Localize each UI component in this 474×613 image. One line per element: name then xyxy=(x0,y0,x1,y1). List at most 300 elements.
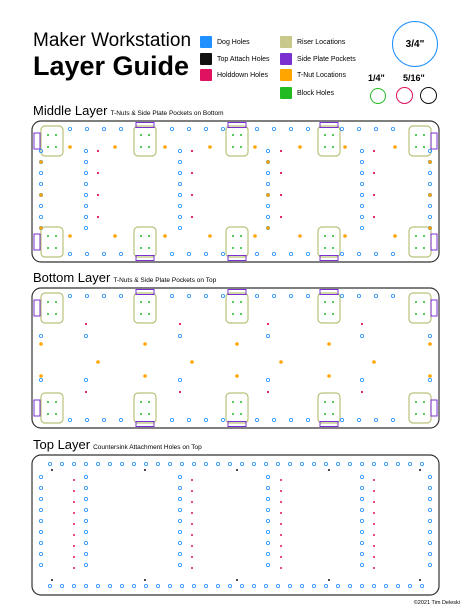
block-hole xyxy=(324,401,326,403)
top-layer-dog-hole xyxy=(156,584,159,587)
block-hole xyxy=(148,413,150,415)
bottom-layer-tnut xyxy=(428,374,432,378)
top-layer-dog-hole xyxy=(360,486,363,489)
block-hole xyxy=(47,146,49,148)
top-layer-holddown-hole xyxy=(191,479,193,481)
block-hole xyxy=(55,247,57,249)
top-layer-dog-hole xyxy=(360,462,363,465)
bottom-layer-dog-hole xyxy=(357,418,360,421)
bottom-layer-dog-hole xyxy=(102,418,105,421)
top-layer-dog-hole xyxy=(132,462,135,465)
top-layer-dog-hole xyxy=(84,475,87,478)
bottom-layer-holddown-hole xyxy=(85,323,87,325)
middle-layer-riser xyxy=(41,227,63,257)
top-layer-dog-hole xyxy=(228,584,231,587)
top-layer-holddown-hole xyxy=(191,556,193,558)
top-layer-dog-hole xyxy=(360,584,363,587)
top-layer-dog-hole xyxy=(84,486,87,489)
bottom-layer-tnut xyxy=(39,342,43,346)
top-layer-holddown-hole xyxy=(373,512,375,514)
bottom-layer-dog-hole xyxy=(374,418,377,421)
bottom-layer-riser xyxy=(226,293,248,323)
top-layer-dog-hole xyxy=(266,475,269,478)
top-layer-dog-hole xyxy=(384,584,387,587)
block-hole xyxy=(332,413,334,415)
top-layer-dog-hole xyxy=(360,475,363,478)
middle-layer-dog-hole xyxy=(178,226,181,229)
top-layer-dog-hole xyxy=(178,563,181,566)
bottom-layer-riser xyxy=(134,293,156,323)
middle-layer-dog-hole xyxy=(306,127,309,130)
top-layer-dog-hole xyxy=(132,584,135,587)
top-layer-dog-hole xyxy=(428,552,431,555)
middle-layer-dog-hole xyxy=(357,127,360,130)
top-layer-dog-hole xyxy=(120,584,123,587)
middle-layer-side-plate xyxy=(320,123,338,128)
middle-layer-outline xyxy=(32,121,439,262)
top-layer-dog-hole xyxy=(84,584,87,587)
copyright: ©2021 Tim Deleski xyxy=(413,600,460,606)
top-layer-dog-hole xyxy=(360,541,363,544)
block-hole xyxy=(324,313,326,315)
top-layer-dog-hole xyxy=(312,462,315,465)
block-hole xyxy=(47,235,49,237)
bottom-layer-dog-hole xyxy=(170,294,173,297)
top-layer-subtitle: Countersink Attachment Holes on Top xyxy=(93,444,202,451)
middle-layer-tnut xyxy=(68,145,72,149)
middle-layer-dog-hole xyxy=(170,127,173,130)
bottom-layer-dog-hole xyxy=(187,418,190,421)
bottom-layer-dog-hole xyxy=(391,294,394,297)
bottom-layer-holddown-hole xyxy=(361,323,363,325)
middle-layer-tnut xyxy=(68,234,72,238)
bottom-layer-tnut xyxy=(39,374,43,378)
middle-layer-dog-hole xyxy=(85,252,88,255)
top-layer-dog-hole xyxy=(39,475,42,478)
top-layer-holddown-hole xyxy=(280,534,282,536)
bottom-layer-dog-hole xyxy=(178,378,181,381)
top-layer-dog-hole xyxy=(428,530,431,533)
top-layer-dog-hole xyxy=(84,519,87,522)
middle-layer-holddown-hole xyxy=(373,172,375,174)
middle-layer-dog-hole xyxy=(178,160,181,163)
block-hole xyxy=(47,134,49,136)
block-hole xyxy=(415,301,417,303)
block-hole xyxy=(324,301,326,303)
middle-layer-dog-hole xyxy=(39,215,42,218)
top-layer-dog-hole xyxy=(252,462,255,465)
top-layer-dog-hole xyxy=(178,486,181,489)
top-layer-dog-hole xyxy=(360,508,363,511)
top-layer-dog-hole xyxy=(39,552,42,555)
bottom-layer-dog-hole xyxy=(85,294,88,297)
block-hole xyxy=(148,235,150,237)
block-hole xyxy=(423,313,425,315)
middle-layer-side-plate xyxy=(136,123,154,128)
top-layer-holddown-hole xyxy=(73,479,75,481)
middle-layer-dog-hole xyxy=(178,171,181,174)
bottom-layer-tnut xyxy=(327,342,331,346)
top-layer-dog-hole xyxy=(39,563,42,566)
top-layer-dog-hole xyxy=(288,584,291,587)
top-layer-holddown-hole xyxy=(73,523,75,525)
middle-layer-dog-hole xyxy=(266,182,269,185)
middle-layer-dog-hole xyxy=(85,127,88,130)
block-hole xyxy=(332,146,334,148)
block-hole xyxy=(423,235,425,237)
middle-layer-dog-hole xyxy=(360,204,363,207)
block-hole xyxy=(47,247,49,249)
bottom-layer-dog-hole xyxy=(178,334,181,337)
top-layer-dog-hole xyxy=(84,508,87,511)
block-hole xyxy=(232,146,234,148)
middle-layer-tnut xyxy=(266,193,270,197)
bottom-layer-dog-hole xyxy=(39,378,42,381)
top-layer-dog-hole xyxy=(180,462,183,465)
middle-layer-tnut xyxy=(208,234,212,238)
block-hole xyxy=(423,401,425,403)
top-layer-holddown-hole xyxy=(280,545,282,547)
top-layer-holddown-hole xyxy=(280,501,282,503)
middle-layer-dog-hole xyxy=(272,127,275,130)
legend-label: Riser Locations xyxy=(297,38,346,46)
middle-layer-tnut xyxy=(428,226,432,230)
middle-layer-tnut xyxy=(163,234,167,238)
middle-layer-tnut xyxy=(298,234,302,238)
middle-layer-dog-hole xyxy=(119,127,122,130)
block-hole xyxy=(55,146,57,148)
top-layer-dog-hole xyxy=(348,462,351,465)
middle-layer-tnut xyxy=(343,234,347,238)
title-line-2: Layer Guide xyxy=(33,51,190,81)
middle-layer-dog-hole xyxy=(360,160,363,163)
top-layer-dog-hole xyxy=(266,552,269,555)
middle-layer-dog-hole xyxy=(204,127,207,130)
bottom-layer-side-plate xyxy=(136,290,154,295)
top-layer-attach-hole xyxy=(51,469,53,471)
middle-layer-holddown-hole xyxy=(373,216,375,218)
top-layer-holddown-hole xyxy=(73,545,75,547)
middle-layer-dog-hole xyxy=(374,127,377,130)
block-hole xyxy=(232,301,234,303)
top-layer-dog-hole xyxy=(84,462,87,465)
bottom-layer-dog-hole xyxy=(102,294,105,297)
block-hole xyxy=(140,301,142,303)
middle-layer-dog-hole xyxy=(391,127,394,130)
top-layer-dog-hole xyxy=(84,497,87,500)
middle-layer-side-plate xyxy=(431,133,437,149)
top-layer-dog-hole xyxy=(192,584,195,587)
top-layer-dog-hole xyxy=(144,462,147,465)
top-layer-dog-hole xyxy=(420,584,423,587)
top-layer-dog-hole xyxy=(144,584,147,587)
top-layer-dog-hole xyxy=(72,462,75,465)
top-layer-dog-hole xyxy=(228,462,231,465)
bottom-layer-side-plate xyxy=(34,300,40,316)
middle-layer-dog-hole xyxy=(39,204,42,207)
top-layer-holddown-hole xyxy=(191,490,193,492)
middle-layer-dog-hole xyxy=(289,252,292,255)
middle-layer-holddown-hole xyxy=(191,194,193,196)
block-hole xyxy=(232,134,234,136)
middle-layer-dog-hole xyxy=(391,252,394,255)
top-layer-dog-hole xyxy=(428,519,431,522)
top-layer-attach-hole xyxy=(236,579,238,581)
bottom-layer-tnut xyxy=(143,342,147,346)
top-layer-dog-hole xyxy=(84,563,87,566)
block-hole xyxy=(423,301,425,303)
bottom-layer-side-plate xyxy=(34,400,40,416)
top-layer-holddown-hole xyxy=(191,501,193,503)
size-label-quarter: 1/4" xyxy=(368,73,385,83)
top-layer-holddown-hole xyxy=(191,512,193,514)
top-layer-holddown-hole xyxy=(373,545,375,547)
top-layer-dog-hole xyxy=(276,584,279,587)
block-hole xyxy=(47,301,49,303)
bottom-layer-tnut xyxy=(428,342,432,346)
bottom-layer-tnut xyxy=(96,360,100,364)
bottom-layer-riser xyxy=(409,393,431,423)
top-layer-dog-hole xyxy=(178,552,181,555)
block-hole xyxy=(415,146,417,148)
block-hole xyxy=(240,413,242,415)
top-layer-dog-hole xyxy=(180,584,183,587)
bottom-layer-dog-hole xyxy=(357,294,360,297)
block-hole xyxy=(140,413,142,415)
top-layer-dog-hole xyxy=(372,462,375,465)
top-layer-dog-hole xyxy=(428,541,431,544)
middle-layer-holddown-hole xyxy=(280,150,282,152)
bottom-layer-riser xyxy=(41,293,63,323)
middle-layer-tnut xyxy=(39,193,43,197)
top-layer-dog-hole xyxy=(84,552,87,555)
middle-layer-dog-hole xyxy=(68,127,71,130)
top-layer-holddown-hole xyxy=(373,534,375,536)
top-layer-dog-hole xyxy=(39,541,42,544)
top-layer-dog-hole xyxy=(384,462,387,465)
block-hole xyxy=(324,413,326,415)
middle-layer-dog-hole xyxy=(289,127,292,130)
middle-layer-riser xyxy=(41,126,63,156)
top-layer-dog-hole xyxy=(266,563,269,566)
middle-layer-tnut xyxy=(393,234,397,238)
top-layer-holddown-hole xyxy=(373,490,375,492)
top-layer-dog-hole xyxy=(84,541,87,544)
middle-layer-riser xyxy=(318,126,340,156)
bottom-layer-dog-hole xyxy=(360,334,363,337)
top-layer-attach-hole xyxy=(328,469,330,471)
middle-layer-title: Middle Layer xyxy=(33,103,108,118)
top-layer-dog-hole xyxy=(240,584,243,587)
top-layer-dog-hole xyxy=(120,462,123,465)
top-layer-dog-hole xyxy=(360,563,363,566)
top-layer-dog-hole xyxy=(428,508,431,511)
block-hole xyxy=(55,401,57,403)
top-layer-dog-hole xyxy=(178,508,181,511)
middle-layer-tnut xyxy=(163,145,167,149)
block-hole xyxy=(332,401,334,403)
middle-layer-dog-hole xyxy=(221,252,224,255)
top-layer-dog-hole xyxy=(360,530,363,533)
top-layer-dog-hole xyxy=(39,508,42,511)
bottom-layer-dog-hole xyxy=(306,294,309,297)
middle-layer-dog-hole xyxy=(84,193,87,196)
block-hole xyxy=(148,134,150,136)
legend-label: Holddown Holes xyxy=(217,71,268,79)
block-hole xyxy=(423,413,425,415)
middle-layer-dog-hole xyxy=(428,215,431,218)
middle-layer-dog-hole xyxy=(357,252,360,255)
top-layer-dog-hole xyxy=(428,563,431,566)
top-layer-dog-hole xyxy=(336,462,339,465)
top-layer-dog-hole xyxy=(312,584,315,587)
block-hole xyxy=(240,301,242,303)
middle-layer-tnut xyxy=(113,145,117,149)
middle-layer-tnut xyxy=(266,160,270,164)
top-layer-dog-hole xyxy=(266,508,269,511)
block-hole xyxy=(415,413,417,415)
bottom-layer-side-plate xyxy=(228,290,246,295)
top-layer-dog-hole xyxy=(266,541,269,544)
bottom-layer-side-plate xyxy=(136,422,154,427)
middle-layer-dog-hole xyxy=(266,171,269,174)
block-hole xyxy=(140,401,142,403)
top-layer-dog-hole xyxy=(192,462,195,465)
block-hole xyxy=(415,235,417,237)
block-hole xyxy=(232,413,234,415)
middle-layer-dog-hole xyxy=(266,204,269,207)
middle-layer-dog-hole xyxy=(428,171,431,174)
top-layer-attach-hole xyxy=(419,469,421,471)
top-layer-dog-hole xyxy=(252,584,255,587)
top-layer-holddown-hole xyxy=(373,479,375,481)
top-layer-dog-hole xyxy=(276,462,279,465)
top-layer-title: Top Layer xyxy=(33,437,91,452)
middle-layer-holddown-hole xyxy=(191,216,193,218)
top-layer-dog-hole xyxy=(264,584,267,587)
block-hole xyxy=(47,401,49,403)
top-layer-dog-hole xyxy=(72,584,75,587)
bottom-layer-side-plate xyxy=(320,290,338,295)
size-label-five-sixteenth: 5/16" xyxy=(403,73,425,83)
top-layer-dog-hole xyxy=(288,462,291,465)
block-hole xyxy=(140,247,142,249)
top-layer-dog-hole xyxy=(178,530,181,533)
bottom-layer-dog-hole xyxy=(428,334,431,337)
top-layer-attach-hole xyxy=(236,469,238,471)
middle-layer-dog-hole xyxy=(360,193,363,196)
top-layer-holddown-hole xyxy=(373,567,375,569)
middle-layer-holddown-hole xyxy=(280,194,282,196)
middle-layer-tnut xyxy=(208,145,212,149)
top-layer-dog-hole xyxy=(240,462,243,465)
top-layer-dog-hole xyxy=(428,497,431,500)
middle-layer-dog-hole xyxy=(178,215,181,218)
bottom-layer-dog-hole xyxy=(255,418,258,421)
top-layer-dog-hole xyxy=(428,475,431,478)
middle-layer-dog-hole xyxy=(39,171,42,174)
top-layer-dog-hole xyxy=(266,497,269,500)
block-hole xyxy=(232,313,234,315)
bottom-layer-holddown-hole xyxy=(85,391,87,393)
block-hole xyxy=(324,134,326,136)
middle-layer-side-plate xyxy=(136,256,154,261)
bottom-layer-dog-hole xyxy=(255,294,258,297)
top-layer-holddown-hole xyxy=(73,490,75,492)
top-layer-holddown-hole xyxy=(280,479,282,481)
middle-layer-dog-hole xyxy=(360,182,363,185)
bottom-layer-tnut xyxy=(190,360,194,364)
legend-label: Side Plate Pockets xyxy=(297,55,356,63)
middle-layer-holddown-hole xyxy=(97,216,99,218)
block-hole xyxy=(415,247,417,249)
block-hole xyxy=(148,247,150,249)
middle-layer-dog-hole xyxy=(360,171,363,174)
middle-layer-riser xyxy=(226,126,248,156)
bottom-layer-dog-hole xyxy=(428,378,431,381)
block-hole xyxy=(148,401,150,403)
bottom-layer-dog-hole xyxy=(340,294,343,297)
middle-layer-dog-hole xyxy=(84,204,87,207)
top-layer-dog-hole xyxy=(204,584,207,587)
middle-layer-tnut xyxy=(253,145,257,149)
legend-label: Top Attach Holes xyxy=(217,55,270,63)
bottom-layer-dog-hole xyxy=(187,294,190,297)
block-hole xyxy=(55,413,57,415)
middle-layer-tnut xyxy=(428,160,432,164)
bottom-layer-dog-hole xyxy=(266,334,269,337)
block-hole xyxy=(423,247,425,249)
bottom-layer-side-plate xyxy=(320,422,338,427)
top-layer-holddown-hole xyxy=(191,523,193,525)
top-layer-holddown-hole xyxy=(191,545,193,547)
block-hole xyxy=(423,146,425,148)
top-layer-dog-hole xyxy=(168,584,171,587)
top-layer-holddown-hole xyxy=(73,556,75,558)
bottom-layer-holddown-hole xyxy=(361,391,363,393)
top-layer-attach-hole xyxy=(328,579,330,581)
top-layer-dog-hole xyxy=(60,462,63,465)
bottom-layer-riser xyxy=(226,393,248,423)
middle-layer-tnut xyxy=(343,145,347,149)
middle-layer-dog-hole xyxy=(170,252,173,255)
middle-layer-dog-hole xyxy=(119,252,122,255)
block-hole xyxy=(415,401,417,403)
bottom-layer-tnut xyxy=(235,342,239,346)
bottom-layer-dog-hole xyxy=(68,294,71,297)
bottom-layer-dog-hole xyxy=(170,418,173,421)
middle-layer-subtitle: T-Nuts & Side Plate Pockets on Bottom xyxy=(110,110,224,117)
middle-layer-dog-hole xyxy=(178,193,181,196)
top-layer-dog-hole xyxy=(420,462,423,465)
block-hole xyxy=(148,146,150,148)
bottom-layer-dog-hole xyxy=(360,378,363,381)
middle-layer-tnut xyxy=(253,234,257,238)
bottom-layer-dog-hole xyxy=(85,418,88,421)
legend-label: T-Nut Locations xyxy=(297,71,347,79)
block-hole xyxy=(232,401,234,403)
middle-layer-dog-hole xyxy=(428,204,431,207)
bottom-layer-dog-hole xyxy=(289,418,292,421)
top-layer-dog-hole xyxy=(266,519,269,522)
middle-layer-dog-hole xyxy=(178,204,181,207)
bottom-layer-dog-hole xyxy=(391,418,394,421)
middle-layer-holddown-hole xyxy=(373,194,375,196)
top-layer-dog-hole xyxy=(300,584,303,587)
middle-layer-dog-hole xyxy=(360,149,363,152)
middle-layer-tnut xyxy=(298,145,302,149)
bottom-layer-side-plate xyxy=(228,422,246,427)
